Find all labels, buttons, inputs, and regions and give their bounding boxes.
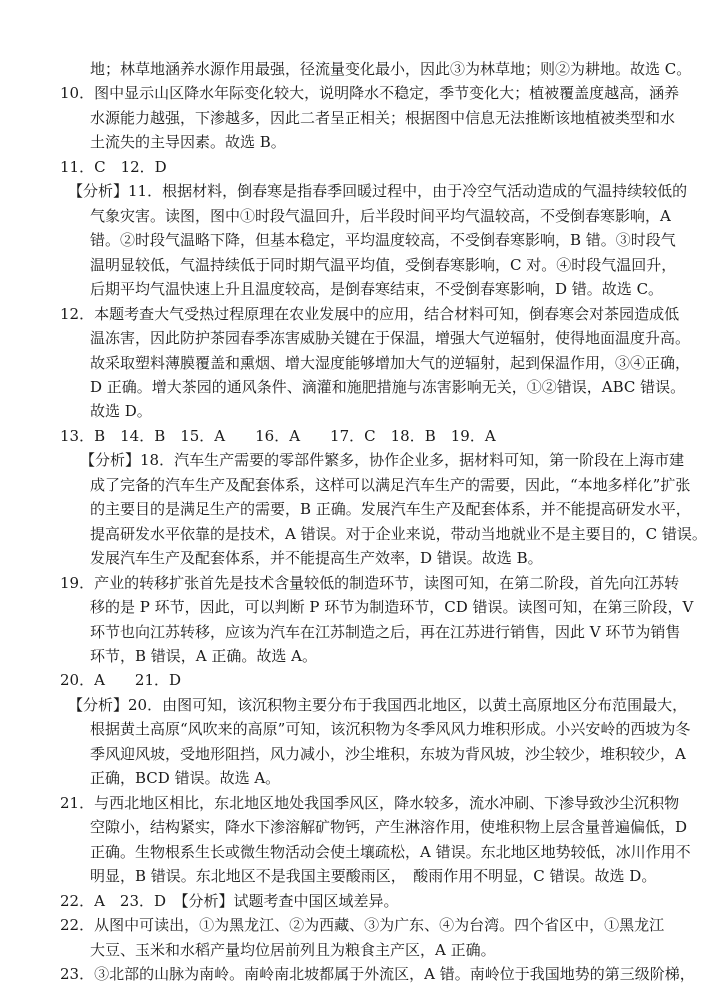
text-line: 20．A 21．D [60, 671, 182, 690]
text-line: 温冻害，因此防护茶园春季冻害威胁关键在于保温，增强大气逆辐射，使得地面温度升高。 [90, 329, 691, 348]
text-line: 10．图中显示山区降水年际变化较大，说明降水不稳定，季节变化大；植被覆盖度越高，涵养 [60, 84, 680, 103]
text-line: 根据黄土高原“风吹来的高原”可知，该沉积物为冬季风风力堆积形成。小兴安岭的西坡为冬 [90, 720, 691, 739]
text-line: 移的是 P 环节，因此，可以判断 P 环节为制造环节，CD 错误。读图可知，在第三阶段，V [90, 598, 694, 617]
text-line: 水源能力越强，下渗越多，因此二者呈正相关；根据图中信息无法推断该地植被类型和水 [90, 108, 676, 127]
text-line: 21．与西北地区相比，东北地区地处我国季风区，降水较多，流水冲刷、下渗导致沙尘沉积物 [60, 793, 680, 812]
text-line: 12．本题考查大气受热过程原理在农业发展中的应用，结合材料可知，倒春寒会对茶园造成低 [60, 304, 680, 323]
text-line: 正确，BCD 错误。故选 A。 [90, 769, 281, 788]
text-line: 正确。生物根系生长或微生物活动会使土壤疏松，A 错误。东北地区地势较低，冰川作用不 [90, 842, 691, 861]
text-line: 23．③北部的山脉为南岭。南岭南北坡都属于外流区，A 错。南岭位于我国地势的第三级阶梯， [60, 965, 695, 983]
text-line: 11．C 12．D [60, 157, 167, 176]
text-line: D 正确。增大茶园的通风条件、滴灌和施肥措施与冻害影响无关，①②错误，ABC 错误。 [90, 377, 686, 396]
text-line: 大豆、玉米和水稻产量均位居前列且为粮食主产区，A 正确。 [90, 940, 496, 959]
text-line: 19．产业的转移扩张首先是技术含量较低的制造环节，读图可知，在第二阶段，首先向江苏转 [60, 573, 680, 592]
text-line: 季风迎风坡，受地形阻挡，风力减小，沙尘堆积，东坡为背风坡，沙尘较少，堆积较少，A [90, 744, 686, 763]
text-line: 环节，B 错误，A 正确。故选 A。 [90, 647, 317, 666]
text-line: 空隙小，结构紧实，降水下渗溶解矿物钙，产生淋溶作用，使堆积物上层含量普遍偏低，D [90, 818, 688, 837]
text-line: 22．从图中可读出，①为黑龙江、②为西藏、③为广东、④为台湾。四个省区中，①黑龙江 [60, 916, 665, 935]
text-line: 【分析】11．根据材料，倒春寒是指春季回暖过程中，由于冷空气活动造成的气温持续较低的 [68, 182, 688, 201]
text-line: 提高研发水平依靠的是技术，A 错误。对于企业来说，带动当地就业不是主要目的，C 错误。 [90, 524, 707, 543]
text-line: 环节也向江苏转移，应该为汽车在江苏制造之后，再在江苏进行销售，因此 V 环节为销售 [90, 622, 681, 641]
text-line: 成了完备的汽车生产及配套体系，这样可以满足汽车生产的需要，因此，“本地多样化”扩张 [90, 475, 691, 494]
text-line: 的主要目的是满足生产的需要，B 正确。发展汽车生产及配套体系，并不能提高研发水平， [90, 500, 691, 519]
text-line: 地；林草地涵养水源作用最强，径流量变化最小，因此③为林草地；则②为耕地。故选 C。 [90, 60, 692, 78]
text-line: 温明显较低，气温持续低于同时期气温平均值，受倒春寒影响，C 对。④时段气温回升， [90, 255, 677, 274]
text-line: 发展汽车生产及配套体系，并不能提高生产效率，D 错误。故选 B。 [90, 549, 543, 568]
text-line: 错。②时段气温略下降，但基本稳定，平均温度较高，不受倒春寒影响，B 错。③时段气 [90, 231, 676, 250]
text-line: 后期平均气温快速上升且温度较高，是倒春寒结束，不受倒春寒影响，D 错。故选 C。 [90, 280, 664, 299]
text-line: 【分析】20．由图可知，该沉积物主要分布于我国西北地区，以黄土高原地区分布范围最大， [68, 695, 688, 714]
text-line: 13．B 14．B 15．A 16．A 17．C 18．B 19．A [60, 426, 496, 445]
text-line: 故采取塑料薄膜覆盖和熏烟、增大湿度能够增加大气的逆辐射，起到保温作用，③④正确， [90, 353, 691, 372]
text-line: 故选 D。 [90, 402, 152, 421]
text-line: 气象灾害。读图，图中①时段气温回升，后半段时间平均气温较高，不受倒春寒影响，A [90, 206, 671, 225]
text-line: 【分析】18．汽车生产需要的零部件繁多，协作企业多，据材料可知，第一阶段在上海市建 [80, 451, 685, 470]
text-line: 22．A 23．D 【分析】试题考查中国区域差异。 [60, 891, 399, 910]
text-line: 土流失的主导因素。故选 B。 [90, 133, 286, 152]
text-line: 明显，B 错误。东北地区不是我国主要酸雨区， 酸雨作用不明显，C 错误。故选 D。 [90, 867, 657, 886]
